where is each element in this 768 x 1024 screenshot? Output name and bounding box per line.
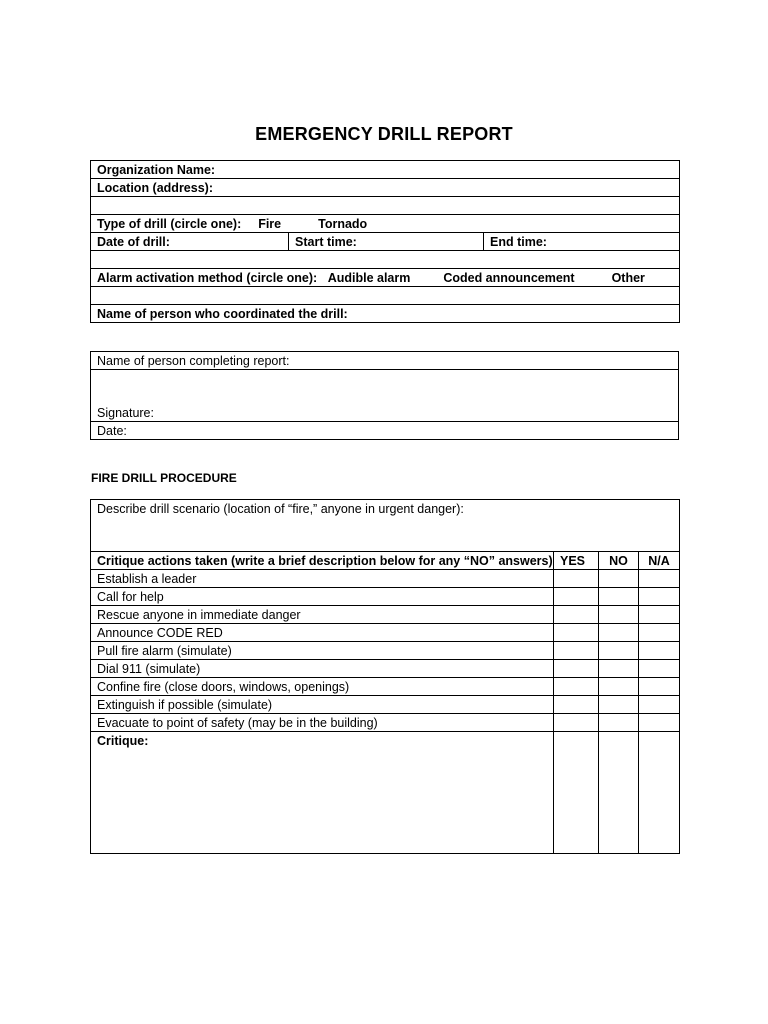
column-header-na: N/A	[639, 552, 680, 570]
drill-type-option-tornado[interactable]: Tornado	[318, 216, 368, 231]
na-cell[interactable]	[639, 606, 680, 624]
date-time-row	[91, 233, 680, 251]
completer-name-field[interactable]: Name of person completing report:	[91, 352, 679, 370]
drill-type-option-fire[interactable]: Fire	[258, 216, 282, 231]
drill-type-row	[91, 215, 680, 233]
drill-info-table	[90, 160, 680, 323]
yes-cell[interactable]	[554, 642, 599, 660]
action-row	[91, 696, 680, 714]
organization-row	[91, 161, 680, 179]
critique-header-row	[91, 552, 680, 570]
date-of-drill-field[interactable]: Date of drill:	[91, 233, 289, 251]
end-time-field[interactable]: End time:	[484, 233, 680, 251]
alarm-method-field[interactable]	[91, 269, 680, 287]
drill-type-field[interactable]	[91, 215, 680, 233]
no-cell[interactable]	[599, 660, 639, 678]
action-label: Dial 911 (simulate)	[91, 660, 554, 678]
scenario-row	[91, 500, 680, 552]
signature-row	[91, 370, 679, 422]
na-cell[interactable]	[639, 588, 680, 606]
action-row	[91, 570, 680, 588]
completer-table	[90, 351, 679, 440]
completer-date-row	[91, 422, 679, 440]
no-cell	[599, 732, 639, 854]
spacer-row	[91, 287, 680, 305]
alarm-option-coded[interactable]: Coded announcement	[443, 270, 575, 285]
no-cell[interactable]	[599, 624, 639, 642]
yes-cell[interactable]	[554, 714, 599, 732]
coordinator-row	[91, 305, 680, 323]
na-cell[interactable]	[639, 678, 680, 696]
yes-cell[interactable]	[554, 606, 599, 624]
action-row	[91, 588, 680, 606]
action-label: Evacuate to point of safety (may be in the building)	[91, 714, 554, 732]
completer-date-field[interactable]: Date:	[91, 422, 679, 440]
critique-header: Critique actions taken (write a brief description below for any “NO” answers)	[91, 552, 554, 570]
column-header-yes: YES	[554, 552, 599, 570]
na-cell[interactable]	[639, 642, 680, 660]
scenario-field[interactable]: Describe drill scenario (location of “fire,” anyone in urgent danger):	[91, 500, 680, 552]
action-rows	[91, 570, 680, 732]
no-cell[interactable]	[599, 714, 639, 732]
alarm-method-row	[91, 269, 680, 287]
coordinator-field[interactable]: Name of person who coordinated the drill:	[91, 305, 680, 323]
na-cell	[639, 732, 680, 854]
action-label: Call for help	[91, 588, 554, 606]
page-title: EMERGENCY DRILL REPORT	[255, 124, 513, 144]
blank-cell	[91, 287, 680, 305]
no-cell[interactable]	[599, 588, 639, 606]
fire-procedure-table	[90, 499, 680, 854]
drill-type-label: Type of drill (circle one):	[97, 216, 242, 231]
yes-cell[interactable]	[554, 678, 599, 696]
alarm-option-audible[interactable]: Audible alarm	[327, 270, 411, 285]
signature-field[interactable]: Signature:	[91, 370, 679, 422]
alarm-method-label: Alarm activation method (circle one):	[97, 270, 318, 285]
spacer-row	[91, 251, 680, 269]
yes-cell[interactable]	[554, 696, 599, 714]
action-label: Rescue anyone in immediate danger	[91, 606, 554, 624]
action-row	[91, 660, 680, 678]
no-cell[interactable]	[599, 678, 639, 696]
action-row	[91, 714, 680, 732]
no-cell[interactable]	[599, 570, 639, 588]
action-label: Extinguish if possible (simulate)	[91, 696, 554, 714]
yes-cell	[554, 732, 599, 854]
no-cell[interactable]	[599, 606, 639, 624]
na-cell[interactable]	[639, 714, 680, 732]
action-row	[91, 624, 680, 642]
alarm-option-other[interactable]: Other	[611, 270, 645, 285]
critique-field[interactable]: Critique:	[91, 732, 554, 854]
yes-cell[interactable]	[554, 570, 599, 588]
na-cell[interactable]	[639, 660, 680, 678]
critique-row	[91, 732, 680, 854]
no-cell[interactable]	[599, 642, 639, 660]
action-label: Pull fire alarm (simulate)	[91, 642, 554, 660]
yes-cell[interactable]	[554, 588, 599, 606]
column-header-no: NO	[599, 552, 639, 570]
blank-cell	[91, 197, 680, 215]
action-label: Confine fire (close doors, windows, openings)	[91, 678, 554, 696]
action-label: Announce CODE RED	[91, 624, 554, 642]
spacer-row	[91, 197, 680, 215]
blank-cell	[91, 251, 680, 269]
action-row	[91, 606, 680, 624]
na-cell[interactable]	[639, 696, 680, 714]
location-row	[91, 179, 680, 197]
organization-name-field[interactable]: Organization Name:	[91, 161, 680, 179]
yes-cell[interactable]	[554, 624, 599, 642]
start-time-field[interactable]: Start time:	[289, 233, 484, 251]
completer-name-row	[91, 352, 679, 370]
no-cell[interactable]	[599, 696, 639, 714]
yes-cell[interactable]	[554, 660, 599, 678]
action-row	[91, 678, 680, 696]
na-cell[interactable]	[639, 570, 680, 588]
fire-drill-procedure-heading: FIRE DRILL PROCEDURE	[91, 471, 237, 485]
action-label: Establish a leader	[91, 570, 554, 588]
na-cell[interactable]	[639, 624, 680, 642]
action-row	[91, 642, 680, 660]
location-field[interactable]: Location (address):	[91, 179, 680, 197]
